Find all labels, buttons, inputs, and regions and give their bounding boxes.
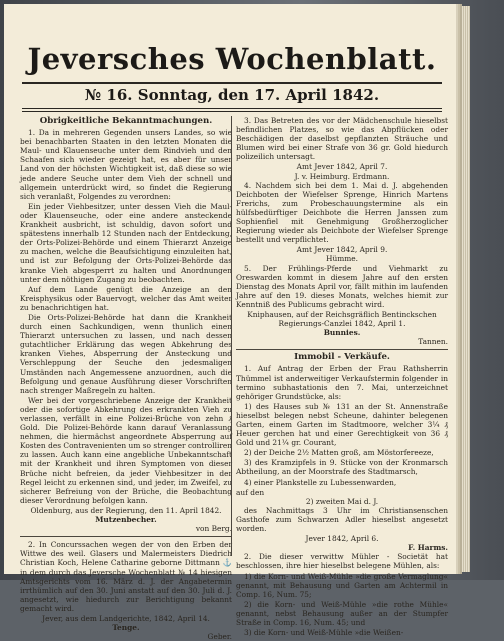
notice-4-text: 4. Nachdem sich bei dem 1. Mai d. J. abgehenden Deichboten der Wiefelser Sprenge, Hinrich Martens Frerichs, zum Probeschauungstermine als ein hülfsbedürftiger Deichbote die Herren Janssen zum Sophienfiel mit Genehmigung Großherzoglicher Regierung wieder als Deichbote der Wiefelser Sprenge bestellt und verpflichtet. <box>236 180 448 245</box>
notice-1-date: Oldenburg, aus der Regierung, den 11. April 1842. <box>30 505 222 515</box>
notice-3-text: 3. Das Betreten des vor der Mädchenschule hieselbst befindlichen Platzes, so wie das Abpflücken oder Beschädigen der daselbst gepflanzten Sträuche und Blumen wird bei einer Strafe von 36 gr. Gold hiedurch polizeilich untersagt. <box>236 116 448 162</box>
page-edges <box>458 6 470 572</box>
notice-5-date: Kniphausen, auf der Reichsgräflich Bentinckschen Regierungs-Canzlei 1842, April 1. <box>247 309 437 329</box>
sale-1-item: 2) der Deiche 2½ Matten groß, am Möstorfereeze, <box>244 448 434 458</box>
notice-2-text: 2. In Concurssachen wegen der von den Erben der Wittwe des weil. Glasers und Malermeisters Diedrich Christian Koch, Helene Catharine geborne Dittmann ⚓ in dem durch das Jeversche Wochenblatt № 14 hiesigen Amtsgerichts vom 16. März d. J. der Angabetermin irrthümlich auf den 30. Juni anstatt auf den 30. Juli d. J. angesetzt, wie hiedurch zur Berichtigung bekannt gemacht wird. <box>20 540 232 613</box>
sale-1-item: 4) einer Plankstelle zu Lubessenwarden, <box>244 477 397 487</box>
sale-2-intro: 2. Die dieser verwittw Mühler - Societät hat beschlossen, ihre hier hieselbst belegene Mühlen, als: <box>236 552 448 571</box>
column-divider <box>231 116 232 556</box>
section-heading-immobil: Immobil - Verkäufe. <box>294 352 390 363</box>
notice-2-signature: Tenge. <box>112 623 140 633</box>
notice-5-signature-a: Bunnies. <box>323 328 361 338</box>
sale-1-signature: F. Harms. <box>408 543 448 553</box>
sale-1-date-term: 2) zweiten Mai d. J. <box>305 496 379 506</box>
notice-3-date: Amt Jever 1842, April 7. <box>296 162 388 172</box>
sale-1-item: 3) des Kramzipfels in 9. Stücke von der Kronmarsch Abtheilung, an der Moorstrafe des Stadtmarsch, <box>236 458 448 477</box>
sale-2-item: 2) die Korn- und Weiß-Mühle »die rothe Mühle« genannt, nebst Behausung außer an der Stumpfer Straße in Comp. 16, Num. 45; und <box>236 599 448 627</box>
notice-1-penalty: Wer bei der vorgeschriebene Anzeige der Krankheit oder die sofortige Abkehrung des erkrankten Vieh zu verlassen, verfällt in eine Polizei-Brüche von zehn ₰ Gold. Die Polizei-Behörde kann darauf Veranlassung nehmen, die hiermächst angeordnete Absperrung auf Kosten des Contravenienten um so strenger controlliren zu lassen. Auch kann eine angebliche Unbekanntschaft mit der Krankheit und ihren Symptomen von dieser Brüche nicht befreien, da jeder Viehbesitzer in der Regel leicht zu erkennen sind, und jeder, im Zweifel, zu sicherer Befreiung von der Brüche, die Beobachtung dieser Verordnung befolgen kann. <box>20 395 232 505</box>
notice-4-signature: Hümme. <box>326 254 358 264</box>
sale-2-item: 1) die Korn- und Weiß-Mühle »die große Vermaglung« genannt, mit Behausung und Garten am Achtermil in Comp. 16, Num. 75; <box>236 571 448 599</box>
notice-4-date: Amt Jever 1842, April 9. <box>296 245 388 255</box>
notice-1-signature-b: von Berg. <box>195 524 232 534</box>
masthead-rule <box>22 82 442 84</box>
sale-1-date: Jever 1842, April 6. <box>305 534 379 544</box>
double-rule <box>22 108 442 112</box>
notice-1-rural: Auf dem Lande genügt die Anzeige an den Kreisphysikus oder Bauervogt, welcher das Amt weiter zu benachrichtigen hat. <box>20 284 232 312</box>
right-column <box>236 116 448 638</box>
notice-1-signature-a: Mutzenbecher. <box>95 515 157 525</box>
notice-1-police: Die Orts-Polizei-Behörde hat dann die Krankheit durch einen Sachkundigen, wenn thunlich einen Thierarzt untersuchen zu lassen, und nach dessen gutachtlicher Erklärung das wegen Abkehrung des kranken Viehes, Absperrung der Ansteckung und Verschleppung der Seuche den jedesmaligen Umständen nach Angemessene anzuordnen, auch die Befolgung und genaue Ausführung dieser Vorschriften nach strenger Maßregeln zu halten. <box>20 312 232 395</box>
section-heading-official: Obrigkeitliche Bekanntmachungen. <box>39 116 213 126</box>
notice-1-rule: Ein jeder Viehbesitzer, unter dessen Vieh die Maul- oder Klauenseuche, oder eine andere ansteckende Krankheit ausbricht, ist schuldig, davon sofort und spätestens innerhalb 12 Stunden nach der Entdeckung, der Orts-Polizei-Behörde und einem Thierarzt Anzeige zu machen, welche die Beaufsichtigung einzuleiten hat, und ist zur Befolgung der Orts-Polizei-Behörde das kranke Vieh abgesperrt zu halten und Anordnungen unter dem nöthigen Zugang zu beobachten. <box>20 201 232 284</box>
notice-3-signature: J. v. Heimburg. Erdmann. <box>294 171 390 181</box>
masthead-title: Jeversches Wochenblatt. <box>27 42 437 76</box>
divider <box>236 349 448 350</box>
notice-1-intro: 1. Da in mehreren Gegenden unsers Landes, so wie bei benachbarten Staaten in den letzten Monaten die Maul- und Klauenseuche unter dem Rindvieh und den Schaafen sich wieder gezeigt hat, es aber für unser Land von der höchsten Wichtigkeit ist, daß diese so wie jede andere Seuche unter dem Vieh der schnell und allgemein unterdrückt wird, so findet die Regierung sich veranlaßt, Folgendes zu verordnen: <box>20 128 232 201</box>
notice-5-signature-b: Tannen. <box>418 337 448 347</box>
notice-2-signature-b: Geber. <box>207 632 232 641</box>
sale-1-auf: auf den <box>236 487 265 497</box>
notice-2-date: Jever, aus dem Landgerichte, 1842, April 14. <box>42 613 210 623</box>
sale-1-intro: 1. Auf Antrag der Erben der Frau Rathsherrin Thümmel ist anderweitiger Verkaufstermin folgender in termino subhastationis den 7. Mai, unterzeichnet gehöriger Grundstücke, als: <box>236 364 448 401</box>
notice-5-text: 5. Der Frühlings-Pferde und Viehmarkt zu Oreswarden kommt in diesem Jahre auf den ersten Dienstag des Monats April vor, fällt mithin im laufenden Jahre auf den 19. dieses Monats, welches hiemit zur Kenntniß des Publicums gebracht wird. <box>236 263 448 309</box>
newspaper-page <box>4 4 456 641</box>
sale-2-item: 3) die Korn- und Weiß-Mühle »die Weißen- <box>244 628 404 638</box>
sale-1-item: 1) des Hauses sub № 131 an der St. Annenstraße hieselbst belegen nebst Scheune, dahinter belegenen Garten, einem Garten im Stadtmoore, welcher 3¼ ₰ Heuer gerchen hat und einer Gerechtigkeit von 36 ₰ Gold und 21¼ gr. Courant, <box>236 401 448 448</box>
issue-line: № 16. Sonntag, den 17. April 1842. <box>84 86 380 104</box>
left-column <box>20 116 232 641</box>
sale-1-location: des Nachmittags 3 Uhr im Christiansenschen Gasthofe zum Schwarzen Adler hieselbst angesetzt worden. <box>236 505 448 534</box>
divider <box>20 536 232 537</box>
